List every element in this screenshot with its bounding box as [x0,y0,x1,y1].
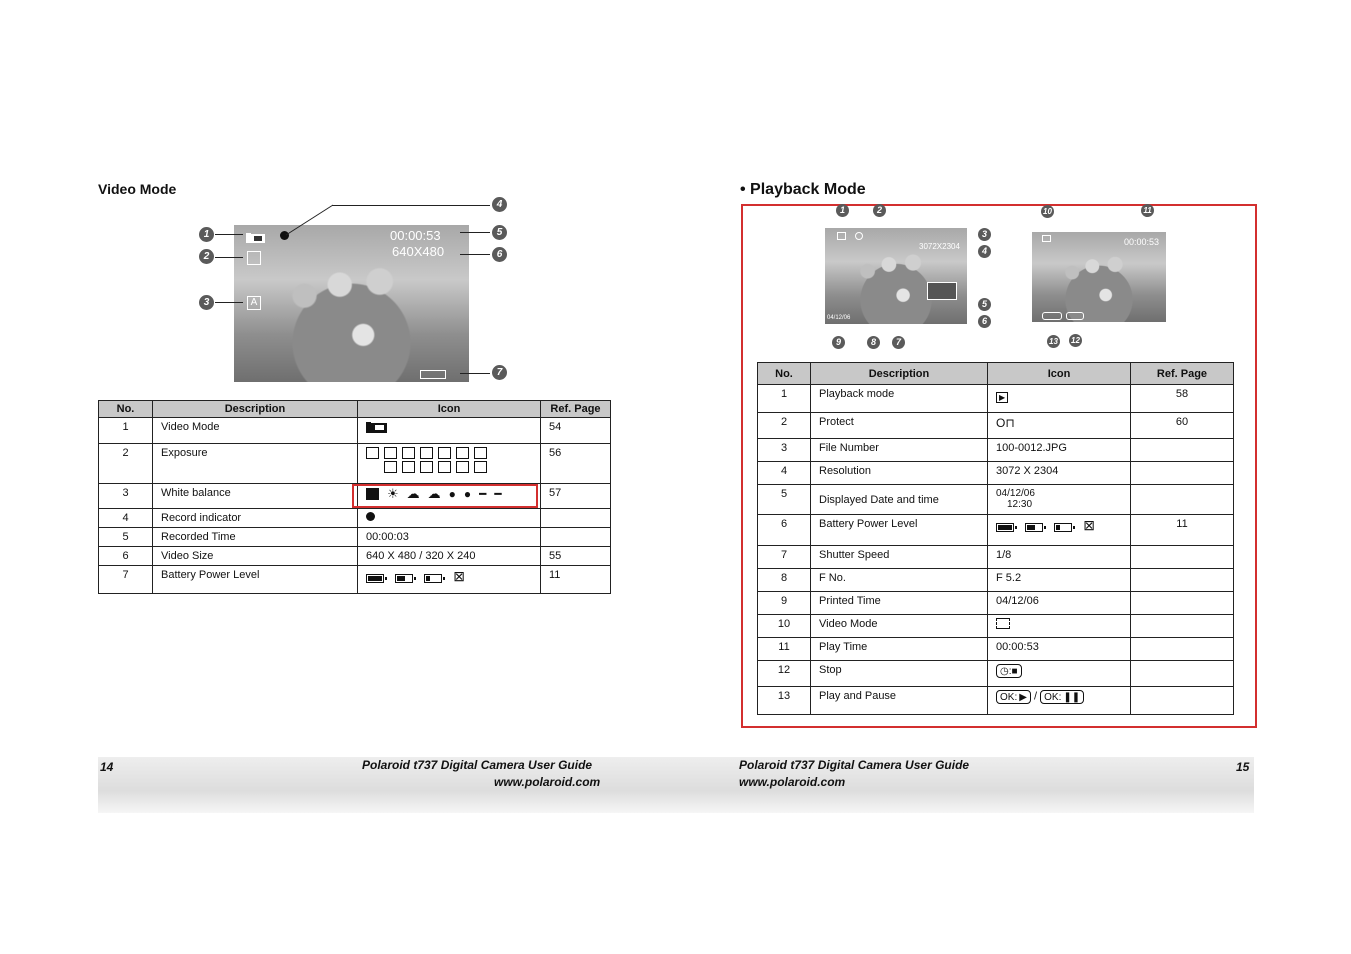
cell-desc: Recorded Time [153,528,358,547]
exposure-icon [438,461,451,473]
cell-icon: 00:00:03 [358,528,541,547]
cell-icon [988,385,1131,413]
cell-no: 5 [99,528,153,547]
cell-icon [988,615,1131,638]
cell-icon: 00:00:53 [988,638,1131,661]
callout-3: 3 [978,228,991,241]
exposure-icon [456,447,469,459]
cell-ref [1131,615,1234,638]
footer-guide-title-left: Polaroid t737 Digital Camera User Guide [362,758,593,772]
table-row [758,661,1234,687]
callout-6: 6 [492,247,507,262]
table-header-row [99,401,611,418]
cell-desc: Stop [811,661,988,687]
battery-empty-icon: ⊠ [1083,517,1095,533]
cell-no: 5 [758,485,811,515]
cell-desc: Play Time [811,638,988,661]
exposure-icon [474,447,487,459]
play-time: 00:00:53 [1124,237,1160,247]
cell-no: 1 [758,385,811,413]
exposure-icon [474,461,487,473]
cell-ref [1131,592,1234,615]
cell-ref: 56 [541,444,611,484]
col-icon: Icon [358,401,541,418]
table-row [758,615,1234,638]
cell-ref [1131,485,1234,515]
displayed-date: 04/12/06 [996,488,1035,499]
playback-screen [825,228,967,324]
playback-icon [837,232,846,240]
cell-ref [1131,661,1234,687]
callout-leader [215,302,243,303]
callout-2: 2 [873,204,886,217]
cell-icon: 1/8 [988,546,1131,569]
shade-icon: ☁ [427,486,441,501]
exposure-icon [438,447,451,459]
cell-ref [541,509,611,528]
col-no: No. [99,401,153,418]
cell-ref [1131,546,1234,569]
cell-desc: Resolution [811,462,988,485]
exposure-icon [384,461,397,473]
table-row [758,385,1234,413]
cell-desc: File Number [811,439,988,462]
cell-ref [1131,687,1234,715]
fluorescent-n-icon: ━ [479,486,487,501]
col-icon: Icon [988,363,1131,385]
recorded-time: 00:00:53 [390,228,441,243]
cell-icon [358,418,541,444]
table-row [758,462,1234,485]
callout-5: 5 [492,225,507,240]
exposure-icon [456,461,469,473]
video-mode-title: Video Mode [98,181,177,197]
callout-9: 9 [832,336,845,349]
cell-ref: 54 [541,418,611,444]
callout-1: 1 [836,204,849,217]
col-ref-page: Ref. Page [541,401,611,418]
protect-key-icon: O⊓ [996,416,1015,430]
callout-leader [460,373,490,374]
protect-icon [855,232,863,240]
cloud-icon: ☁ [406,486,420,501]
cell-ref [1131,569,1234,592]
video-mode-icon [1042,235,1051,242]
exposure-icon [247,251,261,265]
callout-3: 3 [199,295,214,310]
table-row [99,547,611,566]
printed-date: 04/12/06 [827,315,851,321]
table-row [758,569,1234,592]
page-number-right: 15 [1236,760,1250,774]
footer-url-left: www.polaroid.com [494,775,601,789]
battery-full-icon [996,523,1014,532]
table-row [758,592,1234,615]
footer-band [98,757,1254,813]
cell-no: 4 [99,509,153,528]
playback-mode-table [757,362,1234,715]
callout-10: 10 [1041,205,1054,218]
cell-desc: Battery Power Level [153,566,358,594]
page-number-left: 14 [100,760,114,774]
cell-desc: Video Mode [811,615,988,638]
cell-icon [358,566,541,594]
cell-no: 4 [758,462,811,485]
exposure-icon [420,461,433,473]
cell-desc: Exposure [153,444,358,484]
tungsten-2-icon: ● [463,486,472,501]
callout-5: 5 [978,298,991,311]
cell-desc: Record indicator [153,509,358,528]
table-row [758,546,1234,569]
ok-label: OK: [1000,691,1018,703]
cell-ref [1131,439,1234,462]
cell-icon [358,444,541,484]
callout-12: 12 [1069,334,1082,347]
cell-icon: 640 X 480 / 320 X 240 [358,547,541,566]
cell-ref [541,528,611,547]
record-dot-icon [366,512,375,521]
callout-leader [215,257,243,258]
table-row [99,566,611,594]
cell-icon [988,413,1131,439]
cell-no: 3 [99,484,153,509]
play-pause-separator: / [1034,690,1038,703]
callout-11: 11 [1141,204,1154,217]
callout-leader [460,254,490,255]
battery-icon [420,370,446,379]
video-playback-screen [1032,232,1166,322]
tungsten-icon: ● [448,486,456,501]
cell-no: 11 [758,638,811,661]
exposure-icon [384,447,397,459]
video-size: 640X480 [392,244,445,259]
cell-no: 12 [758,661,811,687]
play-pause-button-icon [1042,312,1062,320]
cell-desc: Play and Pause [811,687,988,715]
cell-no: 13 [758,687,811,715]
col-ref-page: Ref. Page [1131,363,1234,385]
playback-mode-title: • Playback Mode [740,181,866,198]
cell-desc: F No. [811,569,988,592]
exposure-icon [402,447,415,459]
table-row [758,413,1234,439]
cell-icon [988,661,1131,687]
cell-icon: 100-0012.JPG [988,439,1131,462]
cell-no: 9 [758,592,811,615]
cell-desc: Battery Power Level [811,515,988,546]
exposure-icon [420,447,433,459]
table-row [758,485,1234,515]
cell-ref: 60 [1131,413,1234,439]
callout-7: 7 [492,365,507,380]
stop-button-icon [1066,312,1084,320]
displayed-time: 12:30 [1007,499,1033,510]
video-mode-screen [234,225,469,382]
cell-no: 7 [758,546,811,569]
camcorder-icon [366,421,388,434]
camcorder-icon [246,231,266,243]
cell-ref: 58 [1131,385,1234,413]
fluorescent-f-icon: ━ [494,486,502,501]
callout-4: 4 [978,245,991,258]
ok-label: OK: [1044,691,1062,703]
col-description: Description [811,363,988,385]
cell-ref [1131,462,1234,485]
cell-icon [988,515,1131,546]
cell-no: 6 [99,547,153,566]
battery-low-icon [1054,523,1072,532]
playback-icon: ▶ [996,392,1008,403]
cell-icon [358,509,541,528]
footer-url-right: www.polaroid.com [739,775,846,789]
footer-guide-title-right: Polaroid t737 Digital Camera User Guide [739,758,970,772]
table-row [758,638,1234,661]
callout-leader [332,205,490,206]
callout-1: 1 [199,227,214,242]
white-balance-icon: A [247,296,261,310]
cell-icon: 3072 X 2304 [988,462,1131,485]
col-no: No. [758,363,811,385]
cell-no: 6 [758,515,811,546]
callout-leader [215,234,243,235]
table-row [99,528,611,547]
callout-leader-diagonal [280,204,335,238]
cell-no: 10 [758,615,811,638]
callout-6: 6 [978,315,991,328]
cell-desc: Video Mode [153,418,358,444]
exposure-icon [366,447,379,459]
cell-icon [988,485,1131,515]
col-description: Description [153,401,358,418]
cell-desc: Displayed Date and time [811,485,988,515]
cell-desc: Printed Time [811,592,988,615]
cell-ref: 11 [541,566,611,594]
film-icon [996,618,1010,629]
exposure-icons-row-2 [384,461,532,473]
histogram [927,282,957,300]
table-row [99,509,611,528]
cell-icon: 04/12/06 [988,592,1131,615]
cell-ref: 57 [541,484,611,509]
callout-2: 2 [199,249,214,264]
battery-low-icon [424,574,442,583]
callout-8: 8 [867,336,880,349]
battery-full-icon [366,574,384,583]
callout-leader [460,232,490,233]
table-row [758,515,1234,546]
battery-half-icon [1025,523,1043,532]
cell-desc: Shutter Speed [811,546,988,569]
cell-desc: Video Size [153,547,358,566]
play-icon: OK: ▶ [996,690,1031,704]
cell-desc: White balance [153,484,358,509]
cell-no: 8 [758,569,811,592]
table-row [758,687,1234,715]
table-row [99,418,611,444]
exposure-icon [402,461,415,473]
table-row [99,444,611,484]
sun-icon: ☀ [387,486,399,501]
pause-icon: OK: ❚❚ [1040,690,1084,704]
cell-no: 2 [99,444,153,484]
callout-13: 13 [1047,335,1060,348]
callout-4: 4 [492,197,507,212]
cell-ref [1131,638,1234,661]
cell-no: 7 [99,566,153,594]
battery-empty-icon: ⊠ [453,568,465,584]
table-header-row [758,363,1234,385]
cell-no: 2 [758,413,811,439]
cell-ref: 55 [541,547,611,566]
cell-icon: F 5.2 [988,569,1131,592]
cell-no: 1 [99,418,153,444]
exposure-icons-row-1 [366,447,532,459]
cell-desc: Protect [811,413,988,439]
cell-icon [988,687,1131,715]
resolution-readout: 3072X2304 [919,242,960,251]
battery-half-icon [395,574,413,583]
cell-desc: Playback mode [811,385,988,413]
table-row [758,439,1234,462]
cell-ref: 11 [1131,515,1234,546]
stop-icon: ◷:■ [996,664,1022,678]
cell-no: 3 [758,439,811,462]
callout-7: 7 [892,336,905,349]
white-balance-highlight [352,484,538,508]
